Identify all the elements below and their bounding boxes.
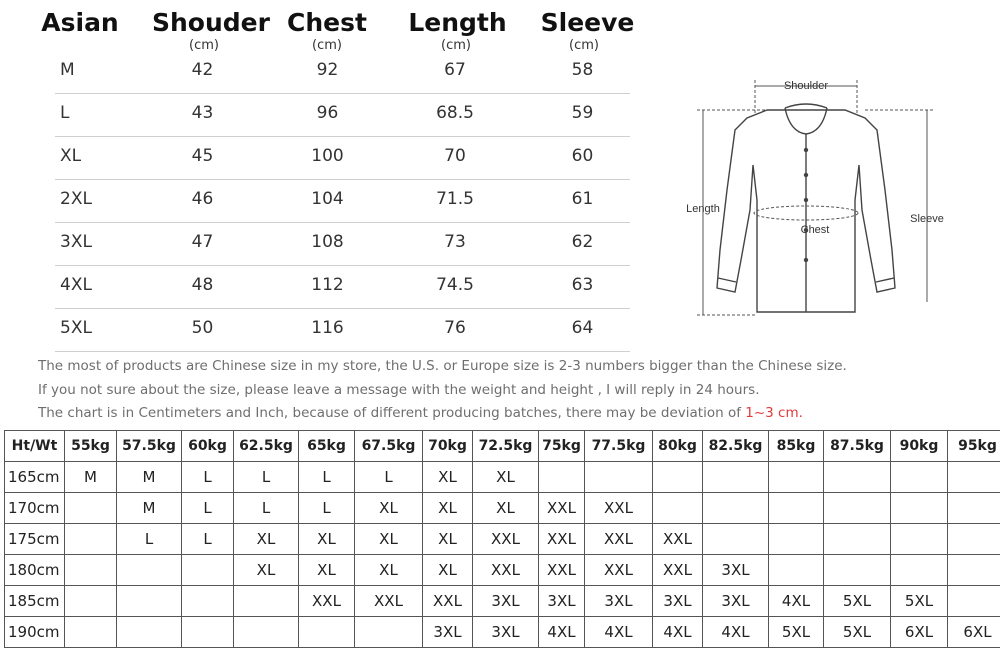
size-value: 76 bbox=[444, 318, 466, 338]
size-cell: L bbox=[182, 493, 234, 524]
sleeve-label: Sleeve bbox=[910, 213, 944, 225]
weight-header: 65kg bbox=[299, 431, 355, 462]
size-cell: M bbox=[117, 462, 182, 493]
size-value: 42 bbox=[191, 60, 214, 80]
size-cell: XL bbox=[423, 493, 473, 524]
weight-header: 72.5kg bbox=[473, 431, 539, 462]
size-cell: M bbox=[117, 493, 182, 524]
size-cell: 5XL bbox=[824, 617, 891, 648]
size-cell: 3XL bbox=[473, 617, 539, 648]
size-cell: 3XL bbox=[703, 555, 769, 586]
size-label: 5XL bbox=[60, 318, 92, 338]
size-row bbox=[55, 265, 630, 309]
size-cell: XL bbox=[355, 493, 423, 524]
size-cell bbox=[703, 493, 769, 524]
left-cuff-line bbox=[718, 278, 736, 282]
height-label: 170cm bbox=[5, 493, 65, 524]
size-cell: XL bbox=[423, 555, 473, 586]
size-cell bbox=[769, 462, 824, 493]
size-cell: 3XL bbox=[653, 586, 703, 617]
size-cell: L bbox=[182, 462, 234, 493]
size-value: 71.5 bbox=[436, 189, 474, 209]
shirt-measurement-diagram bbox=[675, 70, 950, 330]
note-line-2: If you not sure about the size, please leave a message with the weight and height , I will reply in 24 hours. bbox=[38, 382, 760, 398]
size-row bbox=[55, 50, 630, 94]
unit-sleeve: (cm) bbox=[569, 38, 599, 53]
size-cell: L bbox=[299, 462, 355, 493]
table-row bbox=[5, 493, 1000, 524]
size-cell bbox=[891, 555, 948, 586]
size-cell bbox=[65, 617, 117, 648]
size-cell: XL bbox=[423, 524, 473, 555]
size-cell bbox=[703, 524, 769, 555]
deviation-highlight: 1~3 cm. bbox=[745, 405, 803, 421]
size-cell: 3XL bbox=[473, 586, 539, 617]
unit-shoulder: (cm) bbox=[189, 38, 219, 53]
size-value: 70 bbox=[444, 146, 466, 166]
size-label: 3XL bbox=[60, 232, 92, 252]
size-cell bbox=[769, 493, 824, 524]
size-cell: XL bbox=[473, 462, 539, 493]
button-dot bbox=[804, 173, 808, 177]
size-cell: XL bbox=[355, 524, 423, 555]
size-cell: XXL bbox=[585, 555, 653, 586]
size-cell bbox=[653, 493, 703, 524]
size-cell bbox=[182, 555, 234, 586]
size-cell: XXL bbox=[473, 555, 539, 586]
size-cell bbox=[117, 586, 182, 617]
size-cell bbox=[234, 617, 299, 648]
size-value: 62 bbox=[571, 232, 594, 252]
size-cell: XXL bbox=[585, 493, 653, 524]
size-cell bbox=[585, 462, 653, 493]
size-cell bbox=[891, 462, 948, 493]
button-dot bbox=[804, 148, 808, 152]
weight-header: 67.5kg bbox=[355, 431, 423, 462]
size-row bbox=[55, 93, 630, 137]
size-cell: XXL bbox=[653, 555, 703, 586]
size-cell: 3XL bbox=[585, 586, 653, 617]
size-value: 92 bbox=[316, 60, 339, 80]
size-cell: 4XL bbox=[653, 617, 703, 648]
weight-header: 75kg bbox=[539, 431, 585, 462]
header-sleeve: Sleeve bbox=[540, 8, 635, 37]
height-label: 165cm bbox=[5, 462, 65, 493]
corner-header: Ht/Wt bbox=[5, 431, 65, 462]
size-value: 112 bbox=[311, 275, 344, 295]
size-cell bbox=[948, 493, 1000, 524]
size-cell: XXL bbox=[473, 524, 539, 555]
size-value: 74.5 bbox=[436, 275, 474, 295]
size-cell bbox=[824, 462, 891, 493]
size-value: 50 bbox=[191, 318, 214, 338]
size-cell: XXL bbox=[653, 524, 703, 555]
size-cell bbox=[539, 462, 585, 493]
weight-header: 57.5kg bbox=[117, 431, 182, 462]
height-label: 180cm bbox=[5, 555, 65, 586]
size-cell: L bbox=[299, 493, 355, 524]
size-row bbox=[55, 136, 630, 180]
button-dot bbox=[804, 198, 808, 202]
table-row bbox=[5, 524, 1000, 555]
size-cell: 5XL bbox=[769, 617, 824, 648]
size-value: 46 bbox=[191, 189, 214, 209]
size-cell: 5XL bbox=[824, 586, 891, 617]
size-value: 59 bbox=[571, 103, 594, 123]
size-cell: 3XL bbox=[703, 586, 769, 617]
size-cell bbox=[824, 524, 891, 555]
size-value: 116 bbox=[311, 318, 344, 338]
size-cell bbox=[891, 524, 948, 555]
size-cell bbox=[703, 462, 769, 493]
header-chest: Chest bbox=[287, 8, 367, 37]
table-row bbox=[5, 617, 1000, 648]
size-cell: XXL bbox=[355, 586, 423, 617]
height-label: 175cm bbox=[5, 524, 65, 555]
size-cell: 3XL bbox=[539, 586, 585, 617]
weight-header: 87.5kg bbox=[824, 431, 891, 462]
size-cell: XXL bbox=[299, 586, 355, 617]
weight-header: 80kg bbox=[653, 431, 703, 462]
height-label: 190cm bbox=[5, 617, 65, 648]
size-cell bbox=[891, 493, 948, 524]
size-cell bbox=[299, 617, 355, 648]
size-cell bbox=[182, 617, 234, 648]
shoulder-label: Shoulder bbox=[783, 80, 829, 92]
size-label: 4XL bbox=[60, 275, 92, 295]
collar-band-shape bbox=[785, 104, 827, 108]
height-weight-table bbox=[4, 430, 1000, 648]
unit-chest: (cm) bbox=[312, 38, 342, 53]
size-cell bbox=[65, 555, 117, 586]
weight-header: 70kg bbox=[423, 431, 473, 462]
button-dot bbox=[804, 258, 808, 262]
size-value: 68.5 bbox=[436, 103, 474, 123]
collar-shape bbox=[785, 108, 827, 134]
size-cell: M bbox=[65, 462, 117, 493]
size-cell: XL bbox=[299, 524, 355, 555]
table-row bbox=[5, 555, 1000, 586]
size-value: 108 bbox=[311, 232, 344, 252]
note-line-1: The most of products are Chinese size in my store, the U.S. or Europe size is 2-3 numbers bigger than the Chinese size. bbox=[38, 358, 847, 374]
size-cell bbox=[769, 524, 824, 555]
size-cell: 3XL bbox=[423, 617, 473, 648]
size-label: L bbox=[60, 103, 70, 123]
size-label: XL bbox=[60, 146, 82, 166]
size-cell: XL bbox=[473, 493, 539, 524]
size-cell: 6XL bbox=[891, 617, 948, 648]
size-cell: L bbox=[355, 462, 423, 493]
header-asian: Asian bbox=[41, 8, 119, 37]
table-row bbox=[5, 462, 1000, 493]
weight-header: 95kg bbox=[948, 431, 1000, 462]
size-cell: XXL bbox=[539, 493, 585, 524]
size-value: 58 bbox=[571, 60, 594, 80]
size-label: M bbox=[60, 60, 75, 80]
size-row bbox=[55, 179, 630, 223]
size-cell bbox=[948, 555, 1000, 586]
size-cell: XXL bbox=[423, 586, 473, 617]
size-cell: XL bbox=[355, 555, 423, 586]
size-cell bbox=[824, 555, 891, 586]
size-cell: XL bbox=[423, 462, 473, 493]
size-cell bbox=[653, 462, 703, 493]
size-cell: XXL bbox=[585, 524, 653, 555]
size-cell: 4XL bbox=[539, 617, 585, 648]
size-cell bbox=[769, 555, 824, 586]
size-value: 48 bbox=[191, 275, 214, 295]
weight-header: 55kg bbox=[65, 431, 117, 462]
size-value: 61 bbox=[571, 189, 594, 209]
size-cell: L bbox=[234, 493, 299, 524]
size-value: 60 bbox=[571, 146, 594, 166]
size-cell: XL bbox=[234, 524, 299, 555]
size-cell: 4XL bbox=[585, 617, 653, 648]
unit-length: (cm) bbox=[441, 38, 471, 53]
note-line-3-text: The chart is in Centimeters and Inch, because of different producing batches, there may be deviation of bbox=[38, 405, 746, 421]
size-cell: XL bbox=[234, 555, 299, 586]
size-value: 73 bbox=[444, 232, 466, 252]
size-cell: XXL bbox=[539, 524, 585, 555]
size-cell: L bbox=[182, 524, 234, 555]
size-cell bbox=[65, 524, 117, 555]
size-row bbox=[55, 308, 630, 352]
size-cell: 4XL bbox=[703, 617, 769, 648]
right-cuff-line bbox=[876, 278, 894, 282]
size-cell: 6XL bbox=[948, 617, 1000, 648]
header-shoulder: Shouder bbox=[152, 8, 270, 37]
height-weight-body bbox=[5, 462, 1000, 648]
header-length: Length bbox=[408, 8, 507, 37]
height-label: 185cm bbox=[5, 586, 65, 617]
size-row bbox=[55, 222, 630, 266]
size-value: 63 bbox=[571, 275, 594, 295]
size-cell bbox=[824, 493, 891, 524]
size-value: 47 bbox=[191, 232, 214, 252]
size-value: 43 bbox=[191, 103, 214, 123]
size-cell: XL bbox=[299, 555, 355, 586]
size-cell bbox=[234, 586, 299, 617]
chest-label: Chest bbox=[800, 224, 830, 236]
size-cell: XXL bbox=[539, 555, 585, 586]
size-cell bbox=[65, 493, 117, 524]
size-value: 96 bbox=[316, 103, 339, 123]
weight-header: 82.5kg bbox=[703, 431, 769, 462]
size-label: 2XL bbox=[60, 189, 92, 209]
size-cell bbox=[65, 586, 117, 617]
size-value: 45 bbox=[191, 146, 214, 166]
weight-header: 77.5kg bbox=[585, 431, 653, 462]
weight-header: 62.5kg bbox=[234, 431, 299, 462]
size-cell bbox=[117, 555, 182, 586]
size-value: 67 bbox=[444, 60, 466, 80]
size-cell: 4XL bbox=[769, 586, 824, 617]
length-label: Length bbox=[686, 203, 720, 215]
weight-header: 90kg bbox=[891, 431, 948, 462]
size-cell: L bbox=[234, 462, 299, 493]
table-row bbox=[5, 586, 1000, 617]
size-cell bbox=[948, 586, 1000, 617]
size-cell bbox=[948, 524, 1000, 555]
weight-header: 85kg bbox=[769, 431, 824, 462]
weight-header: 60kg bbox=[182, 431, 234, 462]
size-cell bbox=[117, 617, 182, 648]
size-value: 104 bbox=[311, 189, 344, 209]
size-value: 64 bbox=[571, 318, 594, 338]
size-cell bbox=[182, 586, 234, 617]
weight-header-row bbox=[5, 431, 1000, 462]
size-value: 100 bbox=[311, 146, 344, 166]
size-cell bbox=[355, 617, 423, 648]
size-cell bbox=[948, 462, 1000, 493]
size-cell: 5XL bbox=[891, 586, 948, 617]
size-cell: L bbox=[117, 524, 182, 555]
note-line-3 bbox=[38, 405, 803, 421]
